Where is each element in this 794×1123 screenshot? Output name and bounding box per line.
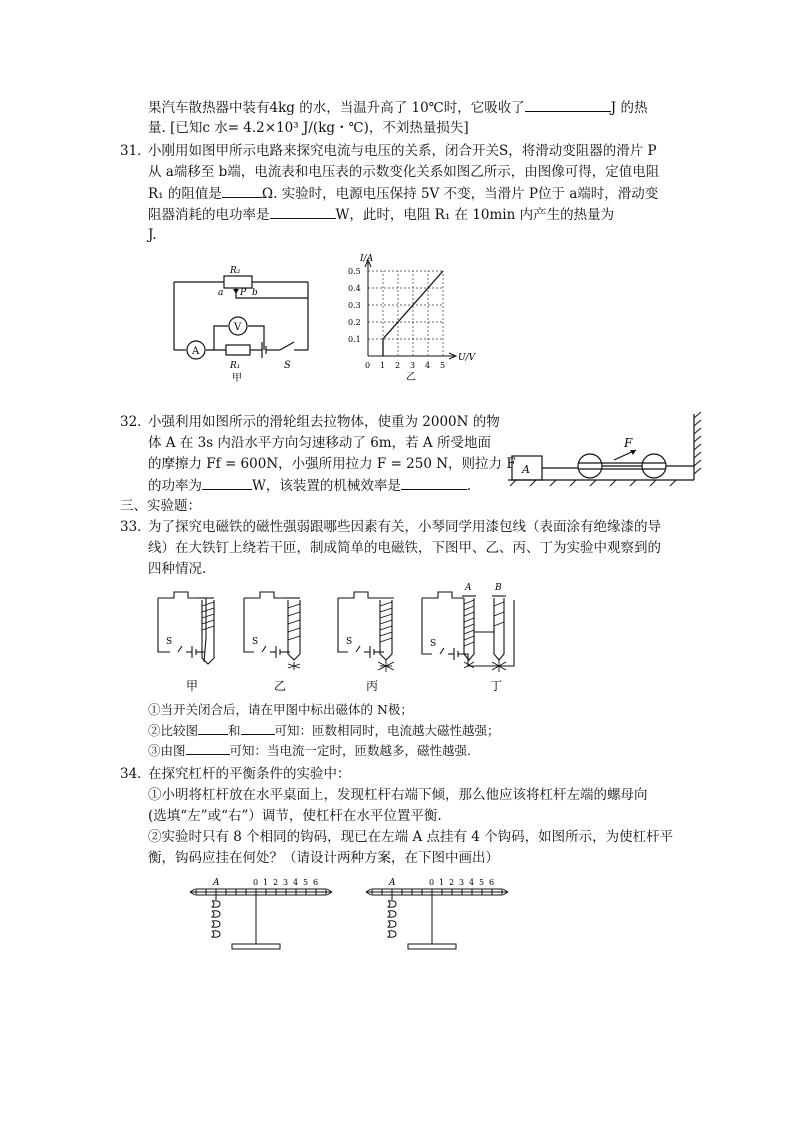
lever-base bbox=[232, 944, 280, 949]
x-tick-label: 1 bbox=[380, 361, 386, 370]
q33-step3: ③由图 可知：当电流一定时，匝数越多，磁性越强. bbox=[148, 740, 471, 761]
q32-efficiency-blank[interactable] bbox=[401, 475, 467, 490]
x-tick-label: 3 bbox=[410, 361, 416, 370]
q34-line4: ②实验时只有 8 个相同的钩码，现已在左端 A 点挂有 4 个钩码，如图所示，为使杠杆平 bbox=[148, 829, 674, 845]
lever-scale-label: 5 bbox=[303, 878, 309, 887]
q31-iu-graph bbox=[346, 252, 486, 384]
q32-line4: 的功率为 W，该装置的机械效率是 . bbox=[148, 475, 471, 496]
force-label: F bbox=[624, 436, 633, 450]
q34-line2: ①小明将杠杆放在水平桌面上，发现杠杆右端下倾，那么他应该将杠杆左端的螺母向 bbox=[148, 787, 648, 803]
lever-scale-label: 2 bbox=[449, 878, 455, 887]
switch bbox=[280, 342, 294, 350]
q32-line3: 的摩擦力 Ff = 600N，小强所用拉力 F = 250 N，则拉力 F bbox=[148, 456, 516, 472]
hook-weight bbox=[212, 921, 220, 927]
q32-number: 32． bbox=[120, 414, 151, 430]
q31-line1: 小刚用如图甲所示电路来探究电流与电压的关系，闭合开关S，将滑动变阻器的滑片 P bbox=[148, 143, 657, 159]
hook-weight bbox=[388, 921, 396, 927]
q33-figure-blank-1[interactable] bbox=[198, 720, 228, 735]
x-tick-label: 0 bbox=[365, 361, 371, 370]
caption-yi: 乙 bbox=[274, 679, 287, 693]
graph-caption: 乙 bbox=[406, 372, 416, 383]
q33-electromagnet-diagrams bbox=[150, 582, 530, 696]
q33-step1: ①当开关闭合后，请在甲图中标出磁体的 N极； bbox=[148, 702, 413, 717]
block-a-label: A bbox=[522, 463, 530, 476]
a-label: a bbox=[218, 288, 224, 298]
switch-label-3: S bbox=[346, 637, 353, 647]
hook-weight bbox=[388, 911, 396, 917]
r1-resistor bbox=[226, 345, 250, 355]
lever-base bbox=[408, 944, 456, 949]
caption-bing: 丙 bbox=[366, 679, 379, 693]
nail-a-label: A bbox=[465, 583, 472, 593]
lever-scale-label: 5 bbox=[479, 878, 485, 887]
q32-line2: 体 A 在 3s 内沿水平方向匀速移动了 6m，若 A 所受地面 bbox=[148, 435, 491, 451]
x-tick-label: 5 bbox=[440, 361, 446, 370]
circuit-caption: 甲 bbox=[232, 373, 242, 383]
switch-label-2: S bbox=[252, 637, 259, 647]
pulley-right bbox=[642, 454, 666, 478]
ammeter-label: A bbox=[192, 346, 200, 357]
lever-scale-label: 6 bbox=[313, 878, 319, 887]
q31-line5: J. bbox=[148, 227, 157, 243]
switch-label-1: S bbox=[166, 637, 173, 647]
lever-scale-label: 4 bbox=[469, 878, 475, 887]
q31-line2: 从 a端移至 b端，电流表和电压表的示数变化关系如图乙所示，由图像可得，定值电阻 bbox=[148, 164, 660, 180]
lever-scale-label: 4 bbox=[293, 878, 299, 887]
caption-ding: 丁 bbox=[490, 679, 503, 693]
lever-scale-label: 0 bbox=[253, 878, 259, 887]
hook-weight bbox=[212, 901, 220, 907]
r2-resistor bbox=[224, 276, 252, 288]
q32-power-blank[interactable] bbox=[202, 475, 252, 490]
x-tick-label: 2 bbox=[395, 361, 401, 370]
q30-line1: 果汽车散热器中装有4kg 的水，当温升高了 10℃时，它吸收了 J 的热 bbox=[148, 97, 647, 118]
q33-line1: 为了探究电磁铁的磁性强弱跟哪些因素有关，小琴同学用漆包线（表面涂有绝缘漆的导 bbox=[148, 519, 661, 535]
y-axis-label: I/A bbox=[360, 254, 374, 264]
q33-figure-blank-3[interactable] bbox=[186, 740, 230, 755]
lever-point-a-label: A bbox=[389, 878, 396, 888]
r2-label: R₂ bbox=[230, 266, 241, 276]
q33-figure-blank-2[interactable] bbox=[241, 720, 275, 735]
switch-label-4: S bbox=[430, 639, 437, 649]
q34-line3: (选填“左”或“右”）调节，使杠杆在水平位置平衡. bbox=[148, 808, 442, 824]
p-label: P bbox=[240, 288, 247, 298]
y-tick-label: 0.3 bbox=[348, 301, 361, 310]
hook-weight bbox=[388, 901, 396, 907]
x-tick-label: 4 bbox=[425, 361, 431, 370]
q32-pulley-diagram bbox=[506, 410, 706, 488]
s-label: S bbox=[284, 360, 291, 371]
q31-line3: R₁ 的阻值是 Ω. 实验时，电源电压保持 5V 不变，当滑片 P位于 a端时，滑动变 bbox=[148, 183, 658, 204]
lever-scale-label: 6 bbox=[489, 878, 495, 887]
lever-scale-label: 3 bbox=[459, 878, 465, 887]
q31-resistance-blank[interactable] bbox=[222, 183, 262, 198]
q31-line4: 阻器消耗的电功率是 W，此时，电阻 R₁ 在 10min 内产生的热量为 bbox=[148, 204, 614, 225]
q34-line5: 衡，钩码应挂在何处？（请设计两种方案，在下图中画出） bbox=[148, 850, 499, 866]
caption-jia: 甲 bbox=[186, 679, 199, 693]
hook-weight bbox=[388, 931, 396, 937]
q33-line3: 四种情况. bbox=[148, 561, 207, 577]
lever-scale-label: 1 bbox=[263, 878, 269, 887]
lever-scale-label: 1 bbox=[439, 878, 445, 887]
b-label: b bbox=[252, 288, 258, 298]
lever-scale-label: 3 bbox=[283, 878, 289, 887]
q33-line2: 线）在大铁钉上绕若干匝，制成简单的电磁铁，下图甲、乙、丙、丁为实验中观察到的 bbox=[148, 540, 661, 556]
q33-step2: ②比较图 和 可知：匝数相同时，电流越大磁性越强； bbox=[148, 720, 500, 741]
x-axis-label: U/V bbox=[458, 353, 476, 363]
nail-b-label: B bbox=[495, 583, 502, 593]
q34-number: 34． bbox=[120, 766, 151, 782]
section-title: 三、实验题： bbox=[120, 498, 201, 514]
pulley-left bbox=[578, 454, 602, 478]
lever-scale-label: 2 bbox=[273, 878, 279, 887]
y-tick-label: 0.1 bbox=[348, 335, 361, 344]
lever-diagram-2[interactable] bbox=[362, 872, 512, 954]
q34-line1: 在探究杠杆的平衡条件的实验中： bbox=[148, 766, 351, 782]
q31-power-blank[interactable] bbox=[270, 204, 336, 219]
q30-line2: 量. [已知c 水= 4.2×10³ J/(kg・℃)，不刘热量损失] bbox=[148, 120, 469, 136]
lever-scale-label: 0 bbox=[429, 878, 435, 887]
y-tick-label: 0.5 bbox=[348, 267, 361, 276]
hook-weight bbox=[212, 931, 220, 937]
y-tick-label: 0.2 bbox=[348, 318, 361, 327]
q30-answer-blank[interactable] bbox=[525, 97, 611, 112]
r1-label: R₁ bbox=[230, 361, 241, 371]
q32-line1: 小强利用如图所示的滑轮组去拉物体，使重为 2000N 的物 bbox=[148, 414, 500, 430]
y-tick-label: 0.4 bbox=[348, 284, 361, 293]
lever-diagram-1[interactable] bbox=[186, 872, 336, 954]
hook-weight bbox=[212, 911, 220, 917]
lever-point-a-label: A bbox=[213, 878, 220, 888]
q31-circuit-diagram bbox=[168, 258, 318, 383]
q31-number: 31． bbox=[120, 143, 151, 159]
v-label: V bbox=[234, 322, 242, 333]
q33-number: 33． bbox=[120, 519, 151, 535]
